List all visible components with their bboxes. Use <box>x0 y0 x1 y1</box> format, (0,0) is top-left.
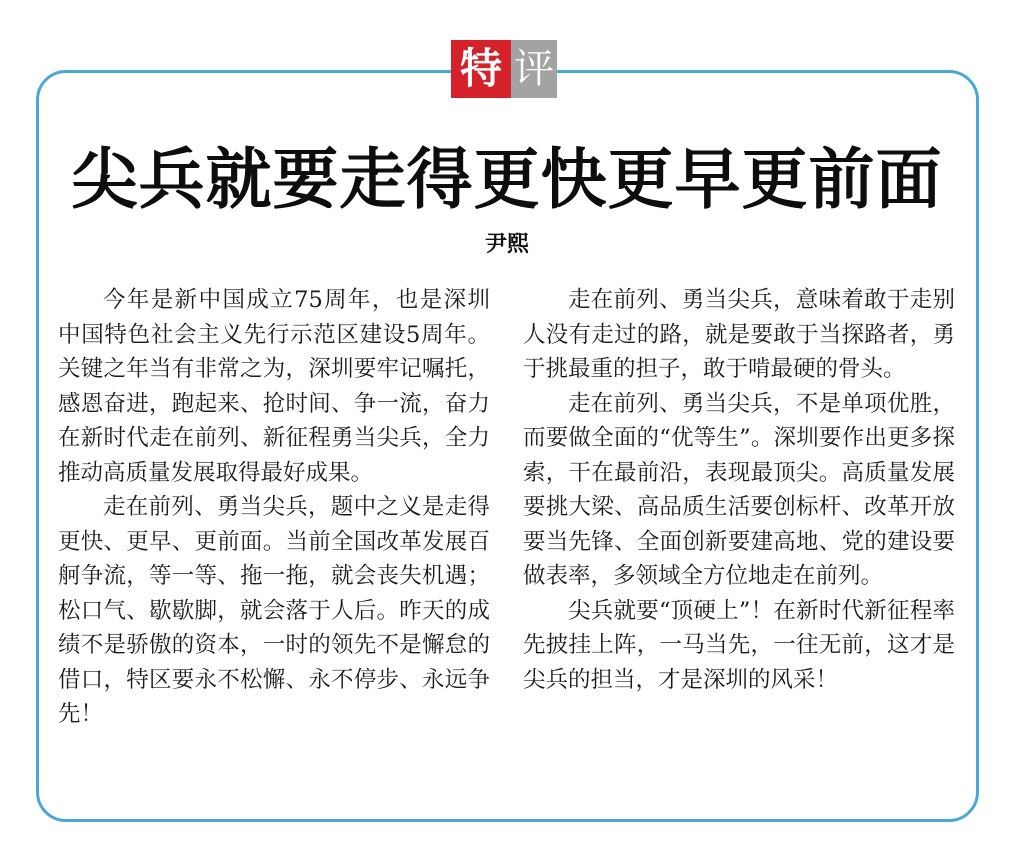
badge-special-char: 特 <box>451 40 511 98</box>
commentary-badge <box>451 40 557 98</box>
paragraph: 今年是新中国成立75周年，也是深圳中国特色社会主义先行示范区建设5周年。关键之年当有非常之为，深圳要牢记嘱托，感恩奋进，跑起来、抢时间、争一流，奋力在新时代走在前列、新征程勇当尖兵，全力推动高质量发展取得最好成果。 <box>58 287 490 486</box>
article-headline: 尖兵就要走得更快更早更前面 <box>71 141 943 218</box>
paragraph: 走在前列、勇当尖兵，意味着敢于走别人没有走过的路，就是要敢于当探路者，勇于挑最重的担子，敢于啃最硬的骨头。 <box>523 287 955 382</box>
article-author: 尹熙 <box>484 232 529 257</box>
paragraph: 尖兵就要“顶硬上”！在新时代新征程率先披挂上阵，一马当先，一往无前，这才是尖兵的担当，才是深圳的风采！ <box>523 597 955 693</box>
badge-comment-char: 评 <box>511 40 557 98</box>
paragraph: 走在前列、勇当尖兵，题中之义是走得更快、更早、更前面。当前全国改革发展百舸争流，等一等、拖一拖，就会丧失机遇；松口气、歇歇脚，就会落于人后。昨天的成绩不是骄傲的资本，一时的领先不是懈怠的借口，特区要永不松懈、永不停步、永远争先！ <box>58 494 490 727</box>
paragraph: 走在前列、勇当尖兵，不是单项优胜，而要做全面的“优等生”。深圳要作出更多探索，干在最前沿，表现最顶尖。高质量发展要挑大梁、高品质生活要创标杆、改革开放要当先锋、全面创新要建高地、党的建设要做表率，多领域全方位地走在前列。 <box>523 390 955 589</box>
article-column-left <box>58 283 490 732</box>
article-column-right <box>523 283 955 697</box>
